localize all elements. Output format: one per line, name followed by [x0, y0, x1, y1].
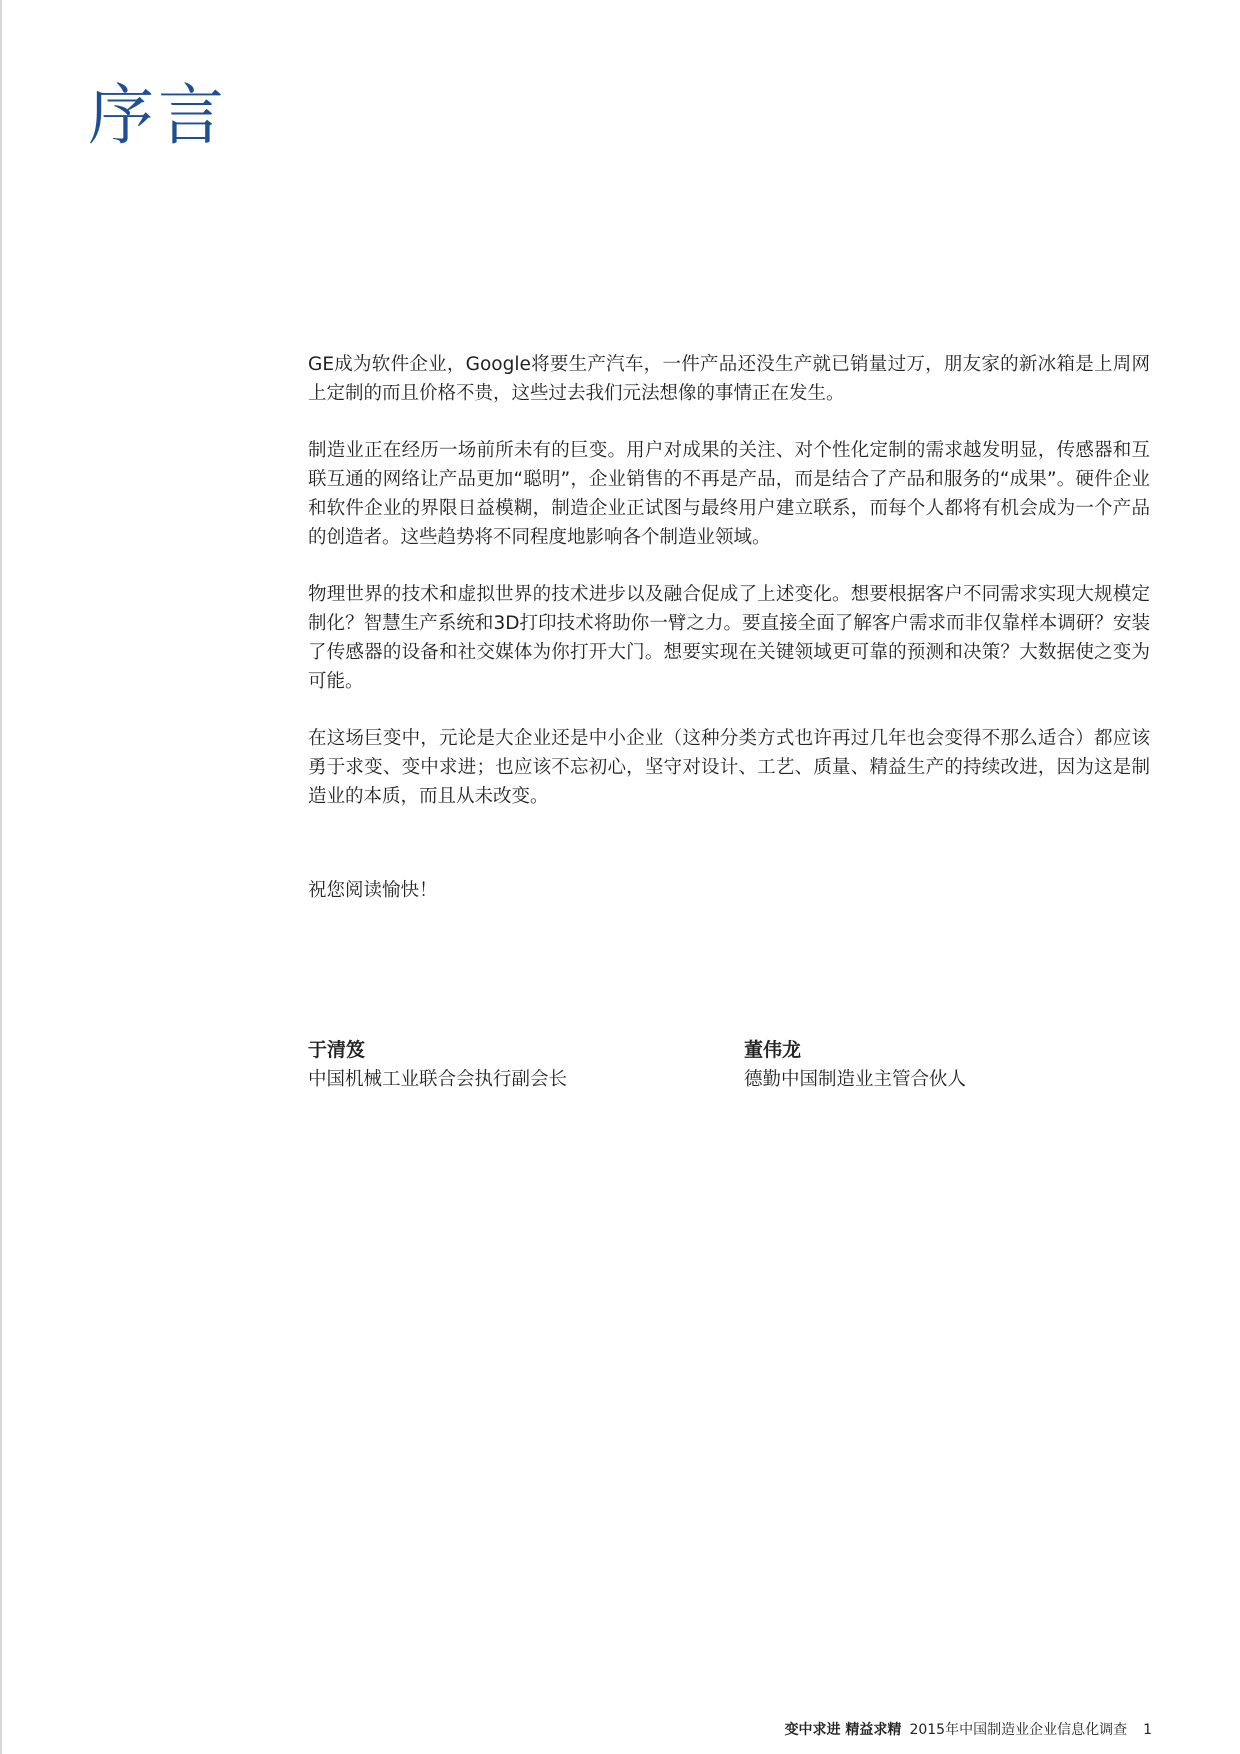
footer-tagline: 变中求进 精益求精 — [784, 1722, 902, 1738]
paragraph-1: GE成为软件企业，Google将要生产汽车，一件产品还没生产就已销量过万，朋友家的新冰箱是上周网上定制的而且价格不贵，这些过去我们元法想像的事情正在发生。 — [308, 354, 1150, 404]
signature-role: 中国机械工业联合会执行副会长 — [308, 1069, 568, 1090]
signature-name: 董伟龙 — [744, 1039, 802, 1061]
paragraph-4: 在这场巨变中，元论是大企业还是中小企业（这种分类方式也许再过几年也会变得不那么适合）都应该勇于求变、变中求进；也应该不忘初心，坚守对设计、工艺、质量、精益生产的持续改进，因为这是制造业的本质，而且从未改变。 — [308, 728, 1150, 807]
signature-name: 于清笈 — [308, 1039, 366, 1061]
page-title: 序言 — [88, 77, 228, 154]
page-footer — [785, 1720, 1152, 1740]
closing-line: 祝您阅读愉快！ — [308, 880, 438, 901]
page-number: 1 — [1143, 1722, 1152, 1738]
footer-report-title: 2015年中国制造业企业信息化调查 — [909, 1722, 1128, 1738]
signature-right — [744, 1035, 1144, 1095]
preface-body — [308, 350, 1150, 839]
signature-role: 德勤中国制造业主管合伙人 — [744, 1069, 967, 1090]
paragraph-3: 物理世界的技术和虚拟世界的技术进步以及融合促成了上述变化。想要根据客户不同需求实现大规模定制化？智慧生产系统和3D打印技术将助你一臂之力。要直接全面了解客户需求而非仅靠样本调研？安装了传感器的设备和社交媒体为你打开大门。想要实现在关键领域更可靠的预测和决策？大数据使之变为可能。 — [308, 584, 1150, 692]
page-edge — [0, 0, 2, 1754]
signature-left — [308, 1035, 708, 1095]
paragraph-2: 制造业正在经历一场前所未有的巨变。用户对成果的关注、对个性化定制的需求越发明显，传感器和互联互通的网络让产品更加“聪明”，企业销售的不再是产品，而是结合了产品和服务的“成果”。硬件企业和软件企业的界限日益模糊，制造企业正试图与最终用户建立联系，而每个人都将有机会成为一个产品的创造者。这些趋势将不同程度地影响各个制造业领域。 — [308, 440, 1150, 548]
